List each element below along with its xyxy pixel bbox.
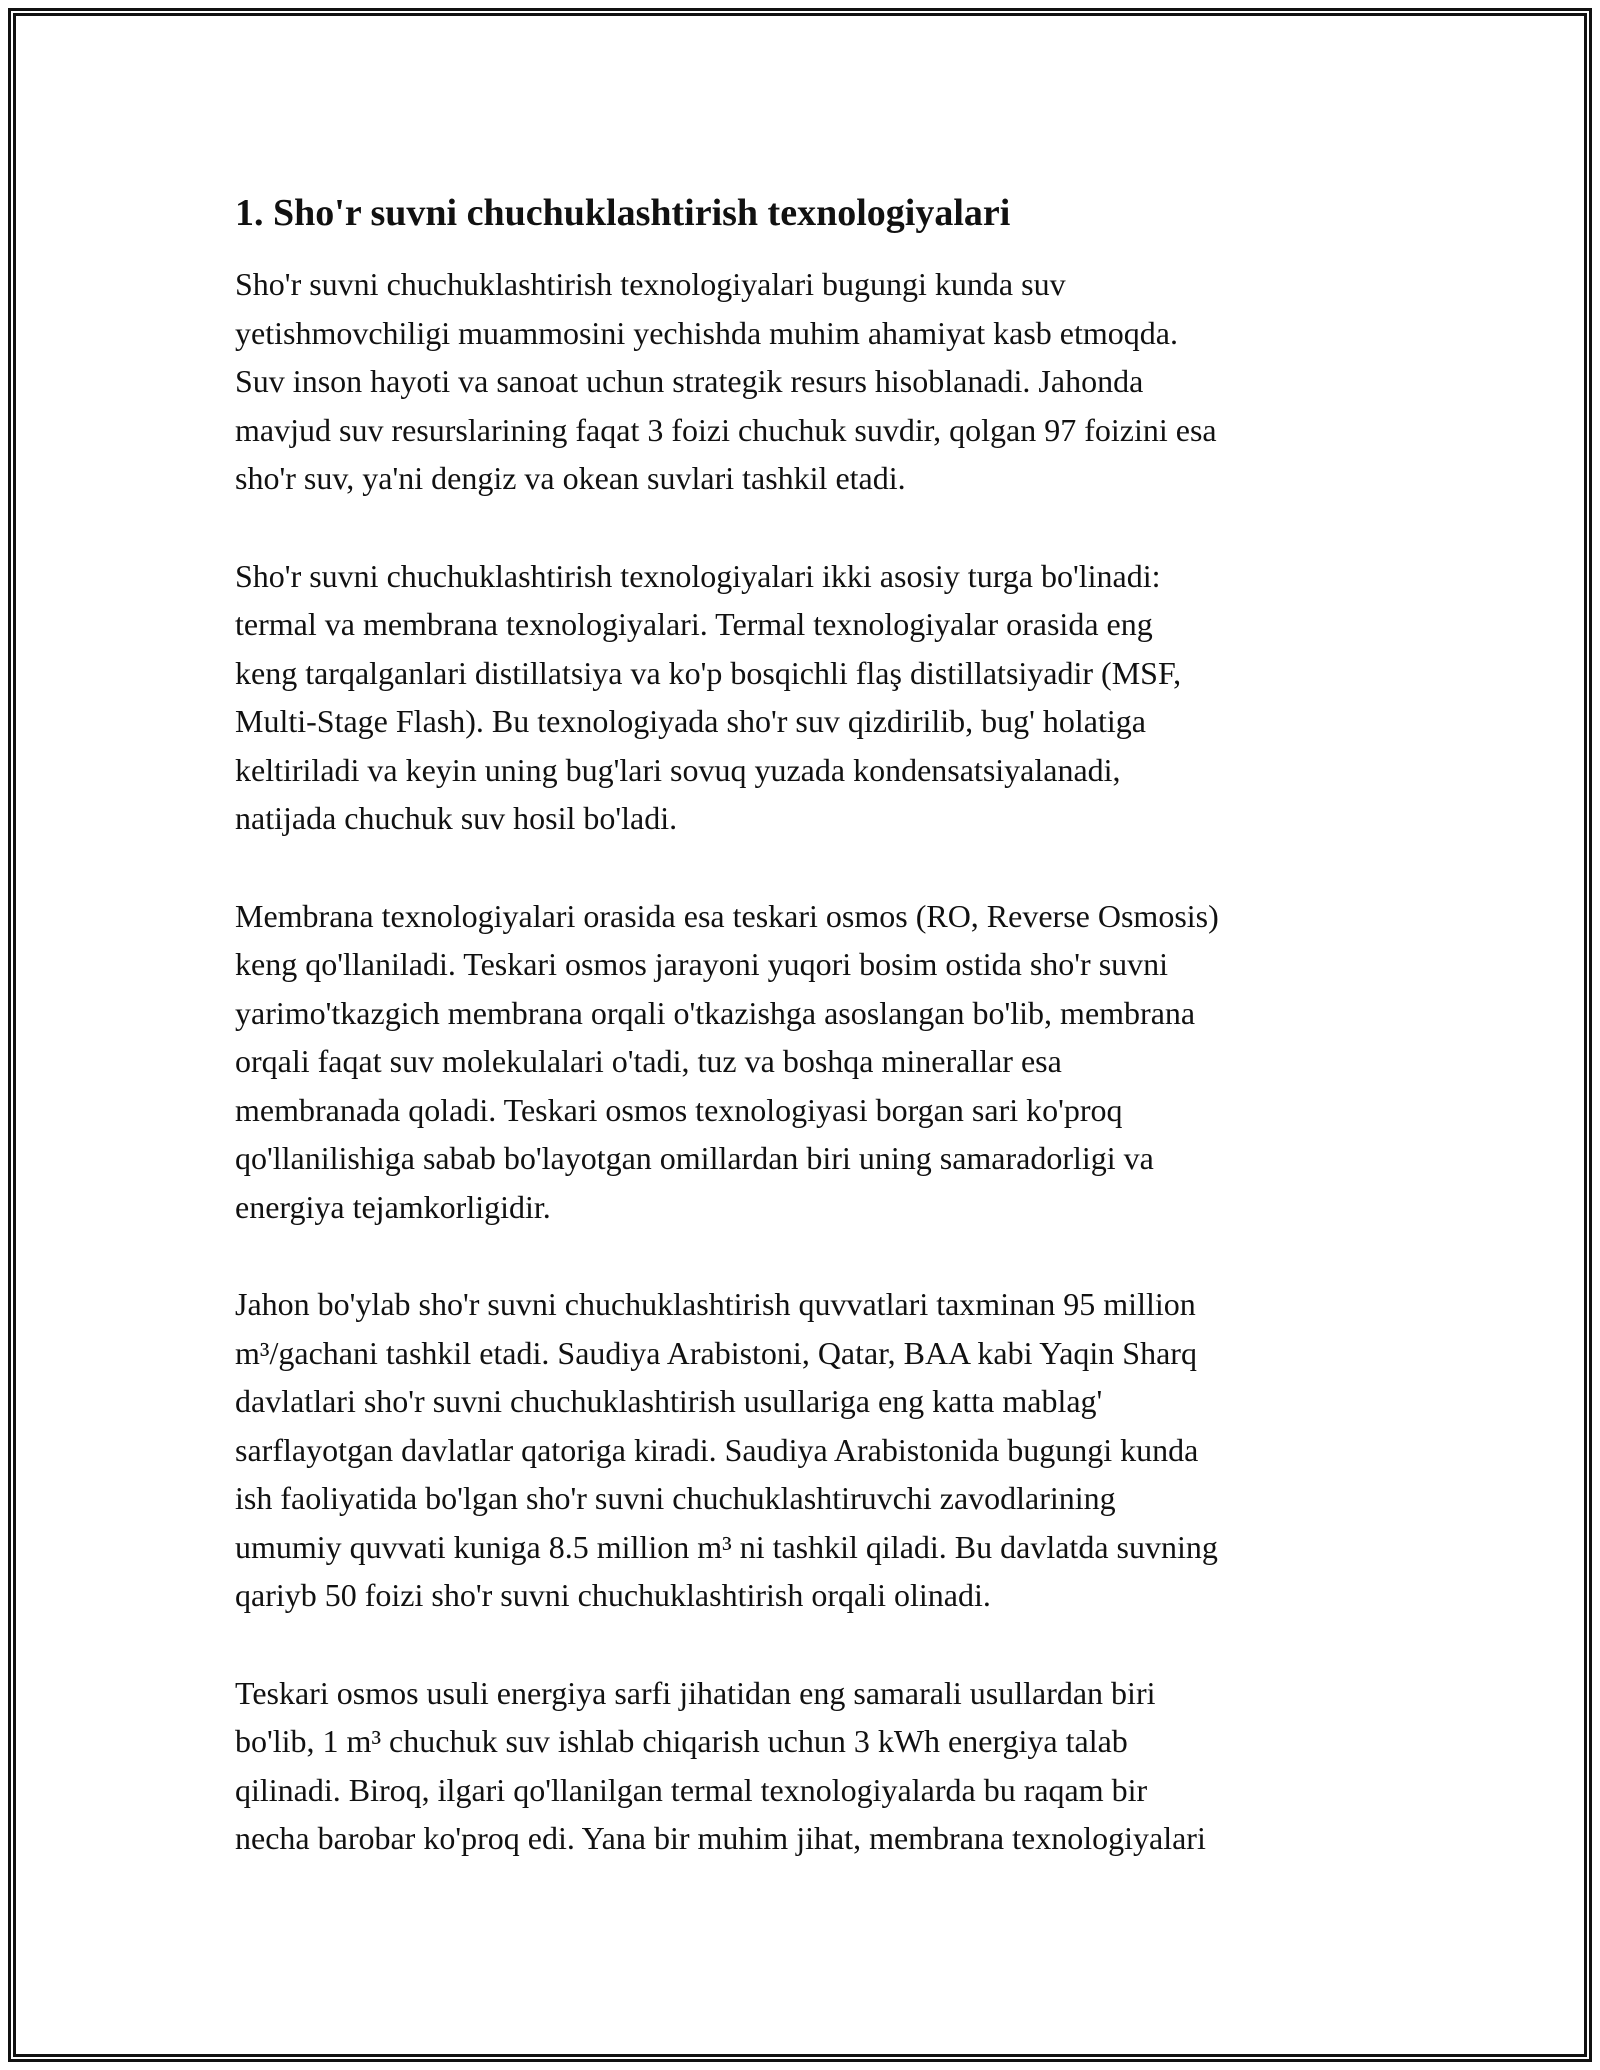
paragraph-line: yarimo'tkazgich membrana orqali o'tkazishga asoslangan bo'lib, membrana [235,994,1196,1031]
paragraph-line: davlatlari sho'r suvni chuchuklashtirish usullariga eng katta mablag' [235,1383,1103,1419]
paragraph-line: Teskari osmos usuli energiya sarfi jihatidan eng samarali usullardan biri [235,1674,1156,1711]
paragraph-line: termal va membrana texnologiyalari. Termal texnologiyalar orasida eng [235,606,1153,642]
paragraph-2 [235,552,1365,843]
paragraph-line: necha barobar ko'proq edi. Yana bir muhim jihat, membrana texnologiyalari [235,1820,1206,1856]
document-body [235,188,1365,1912]
paragraph-1 [235,260,1365,503]
paragraph-line: mavjud suv resurslarining faqat 3 foizi chuchuk suvdir, qolgan 97 foizini esa [235,411,1217,448]
paragraph-line: Sho'r suvni chuchuklashtirish texnologiyalari bugungi kunda suv [235,266,1066,302]
paragraph-line: Membrana texnologiyalari orasida esa teskari osmos (RO, Reverse Osmosis) [235,897,1219,934]
page-title: 1. Sho'r suvni chuchuklashtirish texnologiyalari [235,192,1011,234]
paragraph-line: orqali faqat suv molekulalari o'tadi, tuz va boshqa minerallar esa [235,1043,1062,1079]
paragraph-line: umumiy quvvati kuniga 8.5 million m³ ni tashkil qiladi. Bu davlatda suvning [235,1528,1218,1565]
paragraph-3 [235,892,1365,1232]
paragraph-line: qilinadi. Biroq, ilgari qo'llanilgan termal texnologiyalarda bu raqam bir [235,1771,1148,1808]
paragraph-line: sho'r suv, ya'ni dengiz va okean suvlari tashkil etadi. [235,460,906,496]
paragraph-line: keng tarqalganlari distillatsiya va ko'p bosqichli flaş distillatsiyadir (MSF, [235,654,1182,691]
paragraph-line: Multi-Stage Flash). Bu texnologiyada sho'r suv qizdirilib, bug' holatiga [235,703,1146,739]
paragraph-line: bo'lib, 1 m³ chuchuk suv ishlab chiqarish uchun 3 kWh energiya talab [235,1723,1128,1759]
paragraph-line: Suv inson hayoti va sanoat uchun strategik resurs hisoblanadi. Jahonda [235,363,1144,399]
paragraph-line: natijada chuchuk suv hosil bo'ladi. [235,800,678,836]
paragraph-4 [235,1280,1365,1620]
paragraph-line: keng qo'llaniladi. Teskari osmos jarayoni yuqori bosim ostida sho'r suvni [235,946,1169,982]
paragraph-line: Sho'r suvni chuchuklashtirish texnologiyalari ikki asosiy turga bo'linadi: [235,557,1161,594]
paragraph-line: ish faoliyatida bo'lgan sho'r suvni chuchuklashtiruvchi zavodlarining [235,1480,1116,1516]
paragraph-line: sarflayotgan davlatlar qatoriga kiradi. Saudiya Arabistonida bugungi kunda [235,1431,1199,1468]
paragraph-line: energiya tejamkorligidir. [235,1188,551,1225]
paragraph-line: yetishmovchiligi muammosini yechishda muhim ahamiyat kasb etmoqda. [235,314,1178,351]
paragraph-line: qo'llanilishiga sabab bo'layotgan omillardan biri uning samaradorligi va [235,1140,1154,1176]
paragraph-line: keltiriladi va keyin uning bug'lari sovuq yuzada kondensatsiyalanadi, [235,751,1121,788]
paragraph-line: qariyb 50 foizi sho'r suvni chuchuklashtirish orqali olinadi. [235,1577,991,1613]
paragraph-5 [235,1669,1365,1863]
paragraph-line: Jahon bo'ylab sho'r suvni chuchuklashtirish quvvatlari taxminan 95 million [235,1286,1196,1322]
paragraph-line: m³/gachani tashkil etadi. Saudiya Arabistoni, Qatar, BAA kabi Yaqin Sharq [235,1334,1197,1371]
paragraph-line: membranada qoladi. Teskari osmos texnologiyasi borgan sari ko'proq [235,1091,1123,1128]
